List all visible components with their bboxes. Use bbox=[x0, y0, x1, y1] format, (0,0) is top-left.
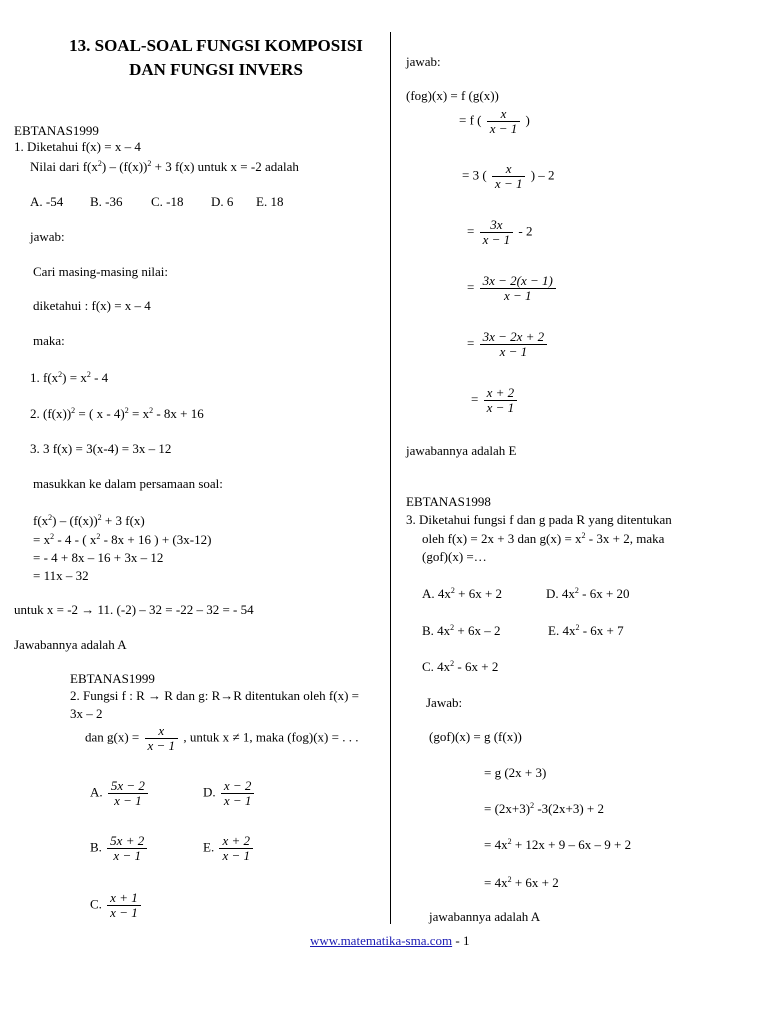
q3-source: EBTANAS1998 bbox=[406, 494, 491, 509]
q1-step-1: 1. $f(x^2) = x^2 - 4$ bbox=[30, 370, 109, 385]
q1-answer: Jawabannya adalah A bbox=[14, 637, 127, 652]
q1-equation-line-2: = $x^2 - 4$ - ( $x^2 - 8x + 16$ ) + (3x-12) bbox=[33, 532, 212, 547]
q2-option-e: E. $\frac{x + 2}{x - 1}$ bbox=[203, 834, 255, 863]
q2-option-c: C. $\frac{x + 1}{x - 1}$ bbox=[90, 891, 143, 920]
q3-solution-line-2: = g (2x + 3) bbox=[484, 765, 547, 780]
q3-solution-line-5: = $4x^2 + 6x + 2$ bbox=[484, 875, 559, 890]
page-title-line-1: 13. SOAL-SOAL FUNGSI KOMPOSISI bbox=[69, 36, 363, 55]
q3-option-e: E. $4x^2 - 6x + 7$ bbox=[548, 623, 624, 638]
q2-solution-line-2: = f ( $\frac{x}{x - 1}$ ) bbox=[459, 106, 530, 136]
q3-solution-line-4: = $4x^2 + 12x + 9 - 6x - 9 + 2$ bbox=[484, 837, 632, 852]
q2-solution-line-3: = 3 ( $\frac{x}{x - 1}$ ) – 2 bbox=[462, 161, 555, 191]
q2-stem: 2. Fungsi f : R → R dan g: R→R ditentukan oleh f(x) = bbox=[70, 688, 359, 703]
right-arrow-icon: → bbox=[81, 602, 95, 617]
q3-option-a: A. $4x^2 + 6x + 2$ bbox=[422, 586, 503, 601]
q2-source: EBTANAS1999 bbox=[70, 671, 155, 686]
q1-jawab: jawab: bbox=[30, 229, 65, 244]
q2-answer: jawabannya adalah E bbox=[406, 443, 517, 458]
q1-equation-line-4: = 11x – 32 bbox=[33, 568, 89, 583]
q3-answer: jawabannya adalah A bbox=[429, 909, 541, 924]
column-divider bbox=[390, 32, 391, 924]
q3-option-b: B. $4x^2 + 6x - 2$ bbox=[422, 623, 501, 638]
q1-substitute-intro: masukkan ke dalam persamaan soal: bbox=[33, 476, 223, 491]
q1-step-intro: Cari masing-masing nilai: bbox=[33, 264, 169, 279]
q2-solution-line-4: = $\frac{3x}{x - 1}$ - 2 bbox=[467, 217, 533, 247]
q2-solution-line-5: = $\frac{3x - 2(x - 1)}{x - 1}$ bbox=[467, 274, 558, 303]
q2-solution-line-7: = $\frac{x + 2}{x - 1}$ bbox=[471, 386, 519, 415]
q3-stem-line-1: 3. Diketahui fungsi f dan g pada R yang ditentukan bbox=[406, 512, 672, 527]
q3-stem-line-2: oleh f(x) = 2x + 3 dan $g(x) = x^2 - 3x + 2$, maka bbox=[422, 531, 665, 546]
q3-jawab: Jawab: bbox=[426, 695, 463, 710]
q3-solution-line-1: (gof)(x) = g (f(x)) bbox=[429, 729, 522, 744]
q3-stem-line-3: (gof)(x) =… bbox=[422, 549, 487, 564]
q1-step-3: 3. 3 f(x) = 3(x-4) = 3x – 12 bbox=[30, 441, 172, 456]
page-number: - 1 bbox=[452, 933, 470, 948]
q1-source: EBTANAS1999 bbox=[14, 123, 99, 138]
q2-g-definition: dan g(x) = $\frac{x}{x - 1}$ , untuk x ≠ 1, maka (fog)(x) = . . . bbox=[85, 723, 359, 753]
q3-solution-line-3: = $(2x+3)^2$ -3(2x+3) + 2 bbox=[484, 801, 604, 816]
page-title-line-2: DAN FUNGSI INVERS bbox=[129, 60, 303, 79]
q1-option-e: E. 18 bbox=[256, 194, 284, 209]
q1-stem: 1. Diketahui f(x) = x – 4 bbox=[14, 139, 141, 154]
footer-website-link[interactable]: www.matematika-sma.com bbox=[310, 933, 453, 948]
q2-option-d: D. $\frac{x - 2}{x - 1}$ bbox=[203, 779, 256, 808]
q1-option-d: D. 6 bbox=[211, 194, 234, 209]
q1-option-b: B. -36 bbox=[90, 194, 123, 209]
q1-equation-line-1: $f(x^2) - (f(x))^2 + 3$ f(x) bbox=[33, 513, 145, 528]
q3-option-c: C. $4x^2 - 6x + 2$ bbox=[422, 659, 499, 674]
q1-option-a: A. -54 bbox=[30, 194, 64, 209]
q2-jawab: jawab: bbox=[406, 54, 441, 69]
right-arrow-icon: → bbox=[148, 688, 162, 703]
footer bbox=[310, 933, 469, 949]
q2-solution-line-1: (fog)(x) = f (g(x)) bbox=[406, 88, 499, 103]
q1-equation-line-3: = - 4 + 8x – 16 + 3x – 12 bbox=[33, 550, 164, 565]
q1-option-c: C. -18 bbox=[151, 194, 184, 209]
q1-known: diketahui : f(x) = x – 4 bbox=[33, 298, 151, 313]
q3-option-d: D. $4x^2 - 6x + 20$ bbox=[546, 586, 630, 601]
q2-stem-line-2: 3x – 2 bbox=[70, 706, 103, 721]
q1-substitution: untuk x = -2 → 11. (-2) – 32 = -22 – 32 = - 54 bbox=[14, 602, 254, 617]
q2-option-b: B. $\frac{5x + 2}{x - 1}$ bbox=[90, 834, 149, 863]
right-arrow-icon: → bbox=[220, 688, 234, 703]
q2-g-fraction: $\frac{x}{x - 1}$ bbox=[145, 724, 179, 753]
q2-option-a: A. $\frac{5x - 2}{x - 1}$ bbox=[90, 779, 150, 808]
q1-ask: Nilai dari $f(x^2) - (f(x))^2 + 3$ f(x) untuk x = -2 adalah bbox=[30, 159, 299, 174]
q1-maka: maka: bbox=[33, 333, 65, 348]
q1-step-2: 2. $(f(x))^2$ = ( $x - 4)^2 = x^2 - 8x + 16$ bbox=[30, 406, 204, 421]
q2-solution-line-6: = $\frac{3x - 2x + 2}{x - 1}$ bbox=[467, 330, 549, 359]
